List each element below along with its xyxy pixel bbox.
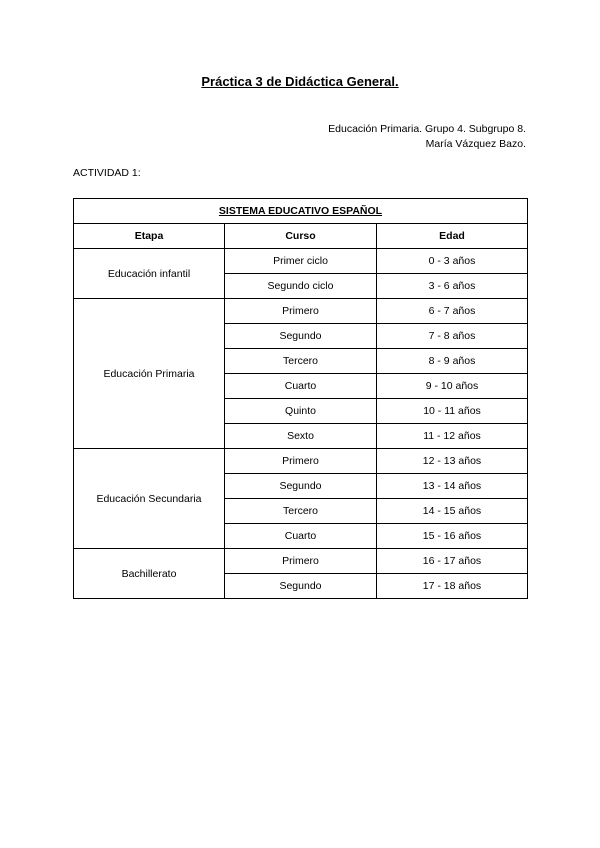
course-cell: Segundo: [225, 474, 377, 499]
stage-cell: Educación Secundaria: [74, 449, 225, 549]
course-cell: Primero: [225, 549, 377, 574]
course-cell: Tercero: [225, 349, 377, 374]
stage-cell: Educación infantil: [74, 249, 225, 299]
course-cell: Quinto: [225, 399, 377, 424]
author-name: María Vázquez Bazo.: [425, 138, 526, 150]
course-cell: Primero: [225, 449, 377, 474]
age-cell: 8 - 9 años: [377, 349, 528, 374]
age-cell: 16 - 17 años: [377, 549, 528, 574]
course-cell: Primero: [225, 299, 377, 324]
course-cell: Sexto: [225, 424, 377, 449]
age-cell: 13 - 14 años: [377, 474, 528, 499]
table-row: [74, 249, 528, 274]
table-caption-row: [74, 199, 528, 224]
column-header-etapa: Etapa: [74, 224, 225, 249]
table-body: [74, 249, 528, 599]
course-cell: Tercero: [225, 499, 377, 524]
table-caption: SISTEMA EDUCATIVO ESPAÑOL: [74, 199, 528, 224]
column-header-edad: Edad: [377, 224, 528, 249]
page-title: Práctica 3 de Didáctica General.: [201, 74, 399, 89]
stage-cell: Educación Primaria: [74, 299, 225, 449]
age-cell: 10 - 11 años: [377, 399, 528, 424]
course-cell: Segundo ciclo: [225, 274, 377, 299]
stage-cell: Bachillerato: [74, 549, 225, 599]
column-header-curso: Curso: [225, 224, 377, 249]
table-row: [74, 299, 528, 324]
course-cell: Cuarto: [225, 524, 377, 549]
table-row: [74, 449, 528, 474]
age-cell: 6 - 7 años: [377, 299, 528, 324]
education-system-table: [73, 198, 528, 599]
course-cell: Segundo: [225, 574, 377, 599]
age-cell: 11 - 12 años: [377, 424, 528, 449]
age-cell: 9 - 10 años: [377, 374, 528, 399]
course-cell: Primer ciclo: [225, 249, 377, 274]
age-cell: 14 - 15 años: [377, 499, 528, 524]
age-cell: 7 - 8 años: [377, 324, 528, 349]
course-cell: Cuarto: [225, 374, 377, 399]
activity-label: ACTIVIDAD 1:: [73, 167, 141, 179]
course-cell: Segundo: [225, 324, 377, 349]
age-cell: 17 - 18 años: [377, 574, 528, 599]
table-row: [74, 549, 528, 574]
table-header-row: [74, 224, 528, 249]
age-cell: 12 - 13 años: [377, 449, 528, 474]
course-group-line: Educación Primaria. Grupo 4. Subgrupo 8.: [328, 123, 526, 135]
age-cell: 3 - 6 años: [377, 274, 528, 299]
author-block: [328, 122, 526, 152]
age-cell: 0 - 3 años: [377, 249, 528, 274]
age-cell: 15 - 16 años: [377, 524, 528, 549]
